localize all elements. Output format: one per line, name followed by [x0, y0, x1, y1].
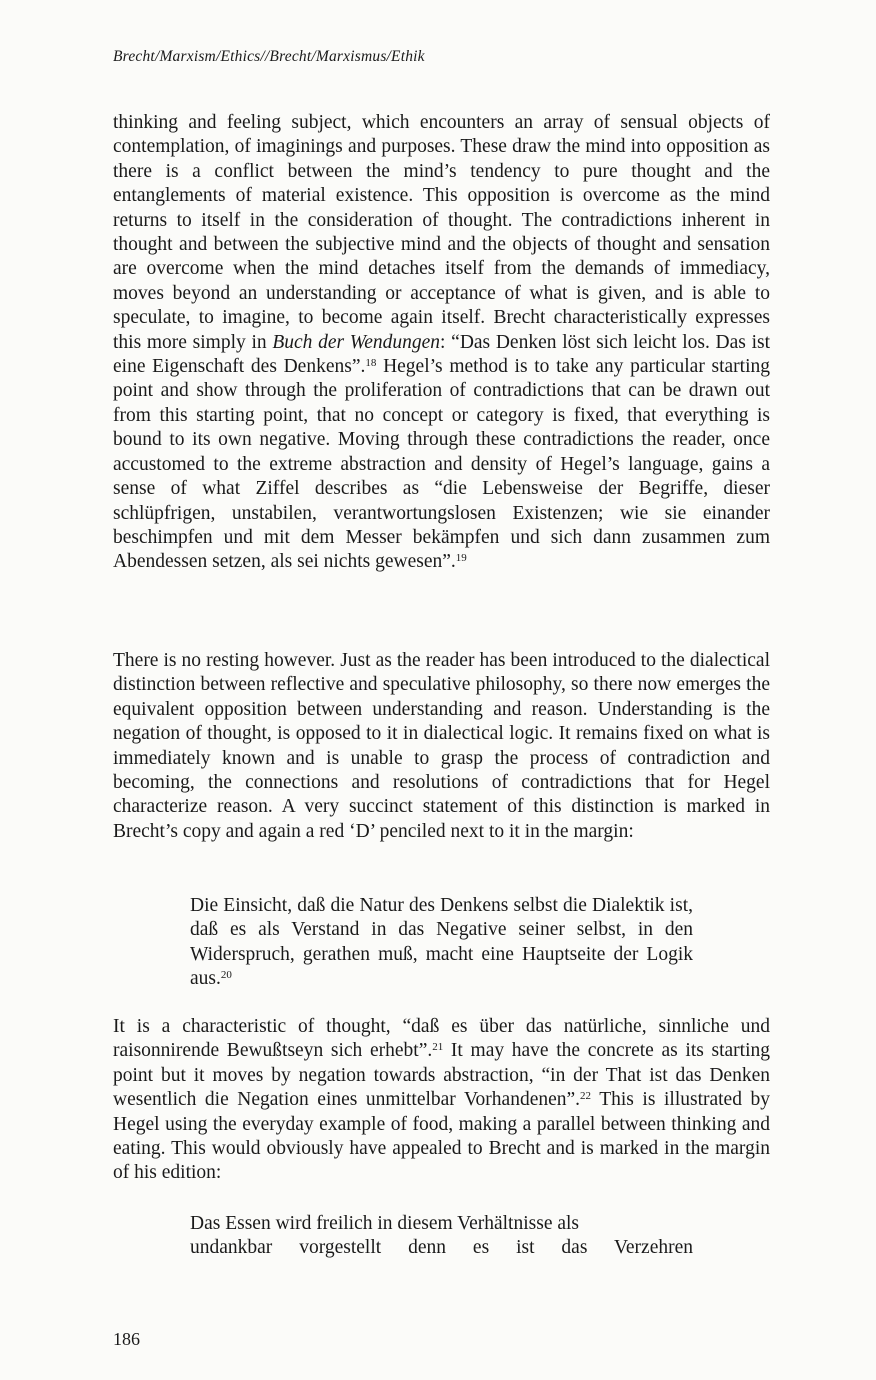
block-quote-2 — [190, 1212, 693, 1261]
paragraph-1-text: thinking and feeling subject, which encounters an array of sensual objects of contemplation, of imaginings and purposes. These draw the mind into opposition as there is a conflict between the mind’s tendency to pure thought and the entanglements of material existence. This opposition is overcome as the mind returns to itself in the consideration of thought. The contradictions inherent in thought and between the subjective mind and the objects of thought and sensation are overcome when the mind detaches itself from the demands of immediacy, moves beyond an understanding or acceptance of what is given, and is able to speculate, to imagine, to become again itself. Brecht characteristically expresses this more simply in — [113, 112, 770, 353]
paragraph-1-quote: : “Das Denken löst sich leicht los. Das ist eine Eigenschaft des Denkens”. — [113, 331, 770, 378]
page-number: 186 — [113, 1329, 140, 1349]
book-title: Buch der Wendungen — [272, 331, 441, 353]
block-quote-2-line-2: undankbar vorgestellt denn es ist das Verzehren — [190, 1237, 693, 1259]
paragraph-1-rest: Hegel’s method is to take any particular starting point and show through the proliferation of contradictions that can be drawn out from this starting point, that no concept or category is fixed, that everything is bound to its own negative. Moving through these contradictions the reader, once accustomed to the extreme abstraction and density of Hegel’s language, gains a sense of what Ziffel describes as “die Lebensweise der Begriffe, dieser schlüpfrigen, unstabilen, verantwortungslosen Existenzen; wie sie einander beschimpfen und mit dem Messer bekämpfen und sich dann zusammen zum Abendessen setzen, als sei nichts gewesen”. — [113, 356, 771, 573]
block-quote-1 — [190, 894, 693, 992]
footnote-ref-20: 20 — [220, 969, 232, 982]
paragraph-3-part-1: It is a characteristic of thought, “daß es über das natürliche, sinnliche und raisonnirende Bewußtseyn sich erhebt”. — [113, 1016, 770, 1062]
paragraph-1 — [113, 111, 770, 575]
footnote-ref-19: 19 — [455, 552, 467, 565]
paragraph-3 — [113, 1015, 770, 1186]
block-quote-2-line-1: Das Essen wird freilich in diesem Verhältnisse als — [190, 1213, 580, 1234]
paragraph-3-part-3: This is illustrated by Hegel using the everyday example of food, making a parallel between thinking and eating. This would obviously have appealed to Brecht and is marked in the margin of his edition: — [113, 1089, 770, 1184]
block-quote-1-text: Die Einsicht, daß die Natur des Denkens selbst die Dialektik ist, daß es als Verstand in das Negative seiner selbst, in den Widerspruch, gerathen muß, macht eine Hauptseite der Logik aus. — [190, 895, 693, 990]
footnote-ref-18: 18 — [365, 357, 377, 370]
paragraph-2: There is no resting however. Just as the reader has been introduced to the dialectical distinction between reflective and speculative philosophy, so there now emerges the equivalent opposition between understanding and reason. Understanding is the negation of thought, is opposed to it in dialectical logic. It remains fixed on what is immediately known and is unable to grasp the process of contradiction and becoming, the connections and resolutions of contradictions that for Hegel characterize reason. A very succinct statement of this distinction is marked in Brecht’s copy and again a red ‘D’ penciled next to it in the margin: — [113, 650, 770, 842]
paragraph-3-part-2: It may have the concrete as its starting point but it moves by negation towards abstraction, “in der That ist das Denken wesentlich die Negation eines unmittelbar Vorhandenen”. — [113, 1040, 770, 1111]
footnote-ref-22: 22 — [580, 1090, 592, 1103]
footnote-ref-21: 21 — [432, 1041, 444, 1054]
running-head: Brecht/Marxism/Ethics//Brecht/Marxismus/Ethik — [113, 48, 425, 65]
